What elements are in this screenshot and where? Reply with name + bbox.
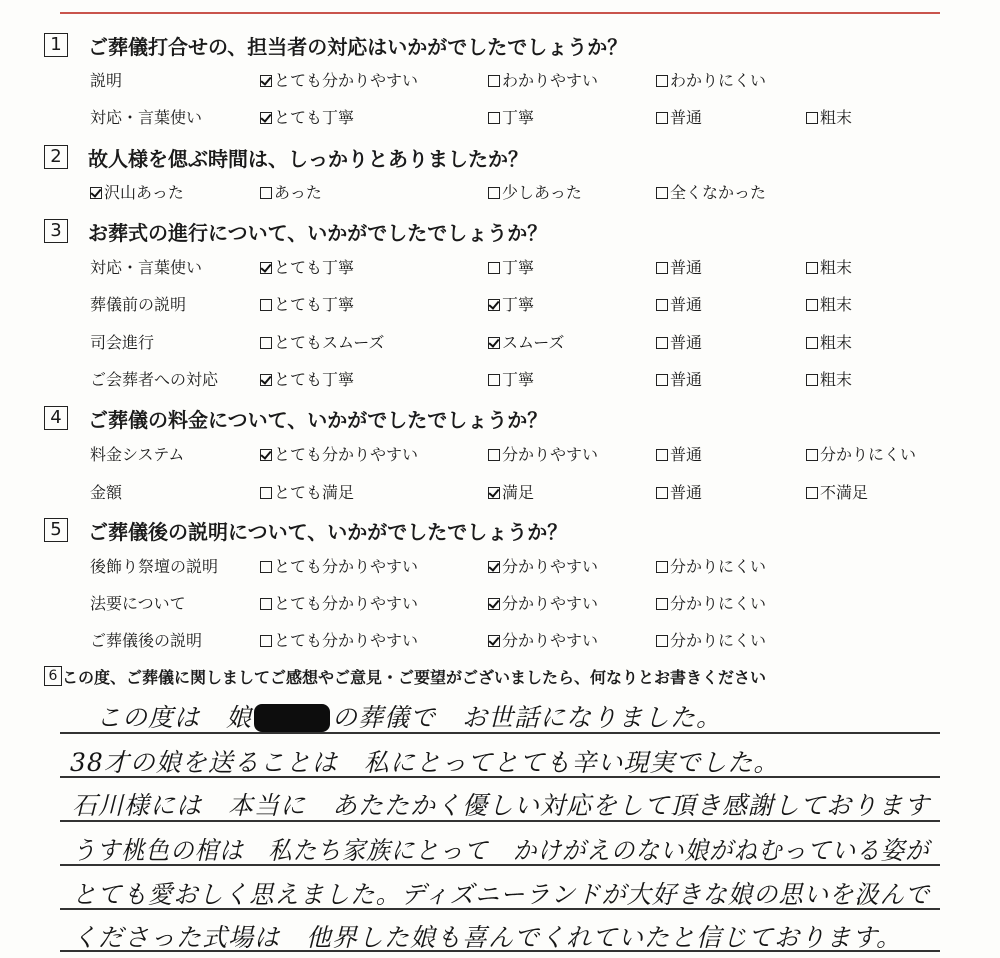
option-label: とても丁寧 [274, 258, 355, 277]
q3-row-attendees [0, 367, 1000, 395]
checked-box-icon[interactable] [260, 374, 272, 386]
option-label: 分かりやすい [502, 557, 599, 576]
option[interactable] [260, 628, 418, 651]
checkbox-icon[interactable] [260, 187, 272, 199]
question-text: この度、ご葬儀に関しましてご感想やご意見・ご要望がございましたら、何なりとお書きください [62, 668, 767, 687]
option[interactable] [656, 554, 766, 577]
option-label: 粗末 [820, 108, 853, 127]
checked-box-icon[interactable] [260, 112, 272, 124]
option[interactable] [806, 367, 852, 390]
checkbox-icon[interactable] [488, 449, 500, 461]
q1-row-manner [0, 105, 1000, 133]
option[interactable] [260, 105, 354, 128]
option-label: スムーズ [502, 333, 565, 352]
checked-box-icon[interactable] [260, 75, 272, 87]
option-label: とても分かりやすい [274, 631, 419, 650]
row-label: 説明 [90, 71, 123, 90]
option[interactable] [656, 442, 702, 465]
option[interactable] [90, 180, 184, 203]
option-label: 分かりやすい [502, 445, 599, 464]
q1-row-explanation [0, 68, 1000, 96]
checkbox-icon[interactable] [806, 337, 818, 349]
option-label: とても丁寧 [274, 370, 355, 389]
option[interactable] [656, 180, 766, 203]
checkbox-icon[interactable] [260, 598, 272, 610]
option[interactable] [260, 180, 322, 203]
option[interactable] [488, 591, 598, 614]
option-label: 粗末 [820, 333, 853, 352]
checkbox-icon[interactable] [656, 112, 668, 124]
checkbox-icon[interactable] [260, 561, 272, 573]
checkbox-icon[interactable] [488, 374, 500, 386]
question-text: ご葬儀後の説明について、いかがでしたでしょうか？ [88, 520, 568, 544]
row-label: 葬儀前の説明 [90, 295, 187, 314]
question-text: ご葬儀の料金について、いかがでしたでしょうか？ [88, 408, 548, 432]
checkbox-icon[interactable] [656, 635, 668, 647]
option[interactable] [488, 68, 598, 91]
q4-row-system [0, 442, 1000, 470]
question-text: 故人様を偲ぶ時間は、しっかりとありましたか？ [88, 147, 528, 171]
option-label: 分かりやすい [502, 631, 599, 650]
checkbox-icon[interactable] [260, 337, 272, 349]
comment-line-2: 38才の娘を送ることは 私にとってとても辛い現実でした。 [70, 748, 780, 777]
checkbox-icon[interactable] [806, 449, 818, 461]
option[interactable] [488, 105, 534, 128]
option[interactable] [488, 628, 598, 651]
option[interactable] [656, 105, 702, 128]
option-label: 普通 [670, 370, 703, 389]
question-number: 4 [44, 406, 68, 430]
comment-text: この度は 娘 [96, 703, 253, 732]
option-label: 分かりにくい [670, 631, 767, 650]
top-divider [60, 12, 940, 14]
row-label: ご会葬者への対応 [90, 370, 219, 389]
option[interactable] [806, 105, 852, 128]
option-label: 分かりやすい [502, 594, 599, 613]
option[interactable] [806, 480, 868, 503]
option[interactable] [260, 68, 418, 91]
option[interactable] [260, 255, 354, 278]
option-label: 粗末 [820, 295, 853, 314]
option-label: とても分かりやすい [274, 594, 419, 613]
option[interactable] [260, 480, 354, 503]
option-label: 普通 [670, 258, 703, 277]
option[interactable] [260, 292, 354, 315]
option-label: 普通 [670, 108, 703, 127]
option[interactable] [260, 442, 418, 465]
option-label: 沢山あった [104, 183, 184, 202]
checked-box-icon[interactable] [488, 337, 500, 349]
option[interactable] [488, 480, 534, 503]
checkbox-icon[interactable] [260, 487, 272, 499]
option-label: わかりやすい [502, 71, 599, 90]
checkbox-icon[interactable] [656, 187, 668, 199]
checked-box-icon[interactable] [488, 299, 500, 311]
row-label: 金額 [90, 483, 123, 502]
checkbox-icon[interactable] [806, 487, 818, 499]
option-label: 丁寧 [502, 258, 535, 277]
comment-line-1 [96, 698, 722, 734]
checkbox-icon[interactable] [488, 262, 500, 274]
comment-line-3: 石川様には 本当に あたたかく優しい対応をして頂き感謝しております [72, 791, 931, 820]
option[interactable] [656, 480, 702, 503]
option[interactable] [656, 255, 702, 278]
q3-row-manner [0, 255, 1000, 283]
q2-row [0, 180, 1000, 208]
option-label: 満足 [502, 483, 535, 502]
checkbox-icon[interactable] [656, 374, 668, 386]
q5-row-memorial [0, 591, 1000, 619]
option[interactable] [488, 330, 564, 353]
checked-box-icon[interactable] [260, 262, 272, 274]
checkbox-icon[interactable] [656, 598, 668, 610]
question-number: 5 [44, 518, 68, 542]
checkbox-icon[interactable] [656, 561, 668, 573]
checkbox-icon[interactable] [806, 112, 818, 124]
option-label: 全くなかった [670, 183, 767, 202]
option-label: とても分かりやすい [274, 557, 419, 576]
option-label: とても丁寧 [274, 108, 355, 127]
option[interactable] [656, 68, 766, 91]
option[interactable] [260, 367, 354, 390]
option[interactable] [656, 292, 702, 315]
option-label: あった [274, 183, 322, 202]
option-label: 普通 [670, 483, 703, 502]
option-label: とてもスムーズ [274, 333, 385, 352]
redaction-bar [254, 704, 330, 732]
checkbox-icon[interactable] [260, 635, 272, 647]
question-number: 1 [44, 33, 68, 57]
checked-box-icon[interactable] [488, 561, 500, 573]
option-label: わかりにくい [670, 71, 767, 90]
option-label: 分かりにくい [670, 557, 767, 576]
q4-row-amount [0, 480, 1000, 508]
option-label: 丁寧 [502, 295, 535, 314]
option[interactable] [806, 442, 916, 465]
row-label: 料金システム [90, 445, 185, 464]
question-number: 3 [44, 219, 68, 243]
option-label: 普通 [670, 295, 703, 314]
option[interactable] [260, 330, 384, 353]
checkbox-icon[interactable] [806, 374, 818, 386]
checkbox-icon[interactable] [656, 449, 668, 461]
comment-text: の葬儀で お世話になりました。 [332, 703, 723, 732]
option[interactable] [656, 367, 702, 390]
row-label: 対応・言葉使い [90, 108, 203, 127]
option[interactable] [806, 330, 852, 353]
option-label: とても丁寧 [274, 295, 355, 314]
comment-line-4: うす桃色の棺は 私たち家族にとって かけがえのない娘がねむっている姿が [72, 836, 930, 865]
checked-box-icon[interactable] [260, 449, 272, 461]
option[interactable] [488, 442, 598, 465]
row-label: 対応・言葉使い [90, 258, 203, 277]
q3-row-mc [0, 330, 1000, 358]
option[interactable] [656, 330, 702, 353]
checkbox-icon[interactable] [656, 487, 668, 499]
question-number: 2 [44, 145, 68, 169]
comment-line-6: くださった式場は 他界した娘も喜んでくれていたと信じております。 [72, 923, 903, 952]
option-label: とても満足 [274, 483, 355, 502]
comment-line-5: とても愛おしく思えました。ディズニーランドが大好きな娘の思いを汲んで [72, 880, 931, 909]
option[interactable] [488, 180, 582, 203]
option-label: 粗末 [820, 370, 853, 389]
option-label: 分かりにくい [820, 445, 917, 464]
option-label: とても分かりやすい [274, 71, 419, 90]
q5-row-altar [0, 554, 1000, 582]
q5-row-after [0, 628, 1000, 656]
checkbox-icon[interactable] [656, 75, 668, 87]
option[interactable] [260, 591, 418, 614]
option-label: 分かりにくい [670, 594, 767, 613]
checkbox-icon[interactable] [806, 299, 818, 311]
option-label: 丁寧 [502, 108, 535, 127]
option[interactable] [656, 628, 766, 651]
checked-box-icon[interactable] [90, 187, 102, 199]
option-label: 粗末 [820, 258, 853, 277]
option[interactable] [656, 591, 766, 614]
checkbox-icon[interactable] [488, 112, 500, 124]
question-text: ご葬儀打合せの、担当者の対応はいかがでしたでしょうか？ [88, 35, 628, 59]
checkbox-icon[interactable] [488, 75, 500, 87]
option-label: 不満足 [820, 483, 869, 502]
checkbox-icon[interactable] [260, 299, 272, 311]
checkbox-icon[interactable] [656, 299, 668, 311]
checked-box-icon[interactable] [488, 598, 500, 610]
option-label: 普通 [670, 333, 703, 352]
row-label: ご葬儀後の説明 [90, 631, 203, 650]
option[interactable] [260, 554, 418, 577]
option[interactable] [488, 292, 534, 315]
row-label: 後飾り祭壇の説明 [90, 557, 219, 576]
checkbox-icon[interactable] [656, 337, 668, 349]
option-label: とても分かりやすい [274, 445, 419, 464]
option[interactable] [488, 255, 534, 278]
option-label: 少しあった [502, 183, 582, 202]
q3-row-pre-explanation [0, 292, 1000, 320]
option[interactable] [806, 255, 852, 278]
question-text: お葬式の進行について、いかがでしたでしょうか？ [88, 221, 548, 245]
checkbox-icon[interactable] [488, 187, 500, 199]
option[interactable] [488, 367, 534, 390]
checkbox-icon[interactable] [806, 262, 818, 274]
option-label: 丁寧 [502, 370, 535, 389]
question-number: 6 [44, 666, 62, 686]
row-label: 法要について [90, 594, 186, 613]
checked-box-icon[interactable] [488, 635, 500, 647]
option[interactable] [488, 554, 598, 577]
checked-box-icon[interactable] [488, 487, 500, 499]
option-label: 普通 [670, 445, 703, 464]
checkbox-icon[interactable] [656, 262, 668, 274]
option[interactable] [806, 292, 852, 315]
row-label: 司会進行 [90, 333, 155, 352]
